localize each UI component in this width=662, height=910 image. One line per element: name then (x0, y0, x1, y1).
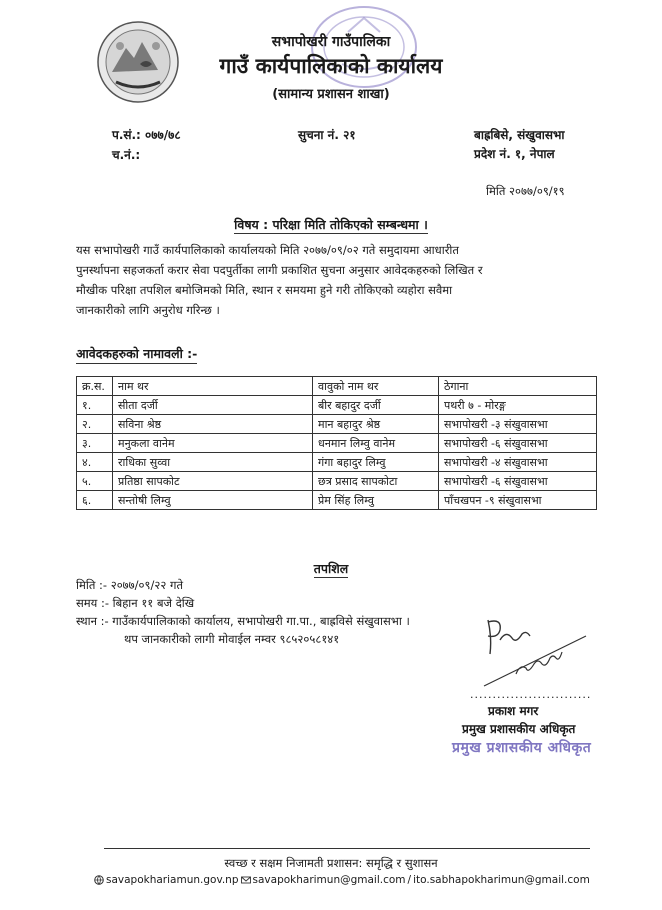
table-row (77, 434, 597, 453)
table-row (77, 491, 597, 510)
table-row (77, 472, 597, 491)
cell-father-name: मान बहादुर श्रेष्ठ (313, 415, 439, 434)
cell-name: सविना श्रेष्ठ (113, 415, 313, 434)
exam-date: मिति :- २०७७/०९/२२ गते (76, 578, 183, 592)
cell-address: सभापोखरी -६ संखुवासभा (439, 472, 597, 491)
exam-place: स्थान :- गाउँकार्यपालिकाको कार्यालय, सभापोखरी गा.पा., बाह्रविसे संखुवासभा । (76, 614, 410, 628)
signature-icon (482, 612, 592, 692)
subject-line: विषय : परिक्षा मिति तोकिएको सम्बन्धमा । (234, 217, 428, 232)
cell-father-name: प्रेम सिंह लिम्वु (313, 491, 439, 510)
cell-name: सन्तोषी लिम्वु (113, 491, 313, 510)
header-serial: क्र.स. (77, 377, 113, 396)
cell-name: प्रतिष्ठा सापकोट (113, 472, 313, 491)
signatory-name: प्रकाश मगर (488, 704, 539, 718)
table-row (77, 396, 597, 415)
footer-divider (104, 848, 590, 849)
cell-father-name: बीर बहादुर दर्जी (313, 396, 439, 415)
cell-serial: ५. (77, 472, 113, 491)
cell-address: पथरी ७ - मोरङ्ग (439, 396, 597, 415)
cell-serial: ४. (77, 453, 113, 472)
candidate-table (76, 376, 597, 510)
cell-serial: ३. (77, 434, 113, 453)
tapshil-title: तपशिल (313, 561, 349, 576)
email-icon (241, 875, 251, 885)
letter-number: प.सं.: ०७७/७८ (112, 128, 181, 142)
title-stamp: प्रमुख प्रशासकीय अधिकृत (452, 740, 592, 756)
header-name: नाम थर (113, 377, 313, 396)
body-line: यस सभापोखरी गाउँ कार्यपालिकाको कार्यालयको मिति २०७७/०९/०२ गते समुदायमा आधारीत (76, 243, 459, 257)
email-link[interactable]: ito.sabhapokharimun@gmail.com (413, 874, 590, 886)
contact-info: थप जानकारीको लागी मोवाईल नम्वर ९८५२०५८१४१ (124, 632, 340, 646)
footer-slogan: स्वच्छ र सक्षम निजामती प्रशासन: समृद्धि र सुशासन (224, 856, 438, 870)
body-line: जानकारीको लागि अनुरोध गरिन्छ । (76, 303, 220, 317)
table-row (77, 453, 597, 472)
cell-address: सभापोखरी -६ संखुवासभा (439, 434, 597, 453)
header-father-name: वावुको नाम थर (313, 377, 439, 396)
cell-father-name: छत्र प्रसाद सापकोटा (313, 472, 439, 491)
cell-name: राधिका सुव्वा (113, 453, 313, 472)
body-line: मौखीक परिक्षा तपशिल बमोजिमको मिति, स्थान र समयमा हुने गरी तोकिएको व्यहोरा सवैमा (76, 283, 453, 297)
cell-name: मनुकला वानेम (113, 434, 313, 453)
header-address: ठेगाना (439, 377, 597, 396)
address-line2: प्रदेश नं. १, नेपाल (474, 147, 555, 161)
dispatch-number: च.नं.: (112, 148, 141, 162)
email-link[interactable]: savapokharimun@gmail.com (252, 874, 406, 886)
cell-father-name: धनमान लिम्वु वानेम (313, 434, 439, 453)
exam-time: समय :- बिहान ११ बजे देखि (76, 596, 195, 610)
notice-number: सुचना नं. २१ (298, 128, 356, 142)
cell-serial: १. (77, 396, 113, 415)
body-line: पुनर्स्थापना सहजकर्ता करार सेवा पदपुर्तीका लागी प्रकाशित सुचना अनुसार आवेदकहरुको लिखित र (76, 263, 483, 277)
office-name: गाउँ कार्यपालिकाको कार्यालय (219, 54, 443, 78)
cell-address: पाँचखपन -९ संखुवासभा (439, 491, 597, 510)
body-paragraph (76, 240, 604, 320)
cell-address: सभापोखरी -४ संखुवासभा (439, 453, 597, 472)
municipality-name: सभापोखरी गाउँपालिका (271, 34, 391, 50)
footer-contacts (94, 874, 590, 886)
branch-name: (सामान्य प्रशासन शाखा) (272, 87, 390, 102)
address-line1: बाह्रबिसे, संखुवासभा (474, 128, 565, 142)
cell-serial: २. (77, 415, 113, 434)
table-header-row (77, 377, 597, 396)
cell-address: सभापोखरी -३ संखुवासभा (439, 415, 597, 434)
cell-name: सीता दर्जी (113, 396, 313, 415)
signature-line: ........................... (470, 688, 592, 701)
website-link[interactable]: savapokhariamun.gov.np (106, 874, 239, 886)
cell-father-name: गंगा बहादुर लिम्वु (313, 453, 439, 472)
globe-icon (94, 875, 104, 885)
signatory-title: प्रमुख प्रशासकीय अधिकृत (462, 722, 576, 736)
cell-serial: ६. (77, 491, 113, 510)
contact-separator: / (407, 874, 412, 886)
table-row (77, 415, 597, 434)
candidate-list-title: आवेदकहरुको नामावली :- (76, 345, 197, 364)
letter-date: मिति २०७७/०९/१९ (486, 184, 565, 198)
